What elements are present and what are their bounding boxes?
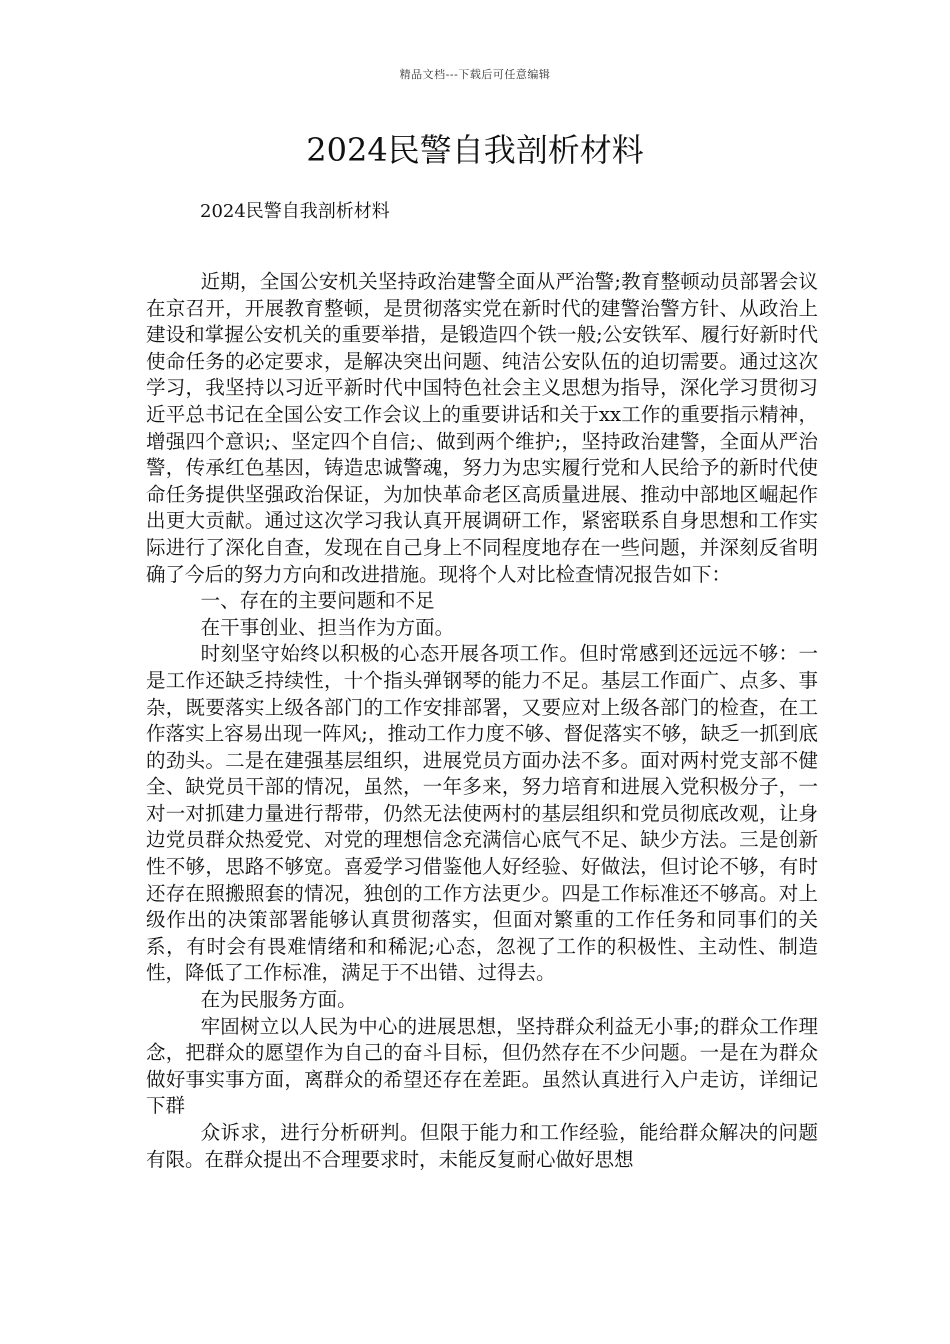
- paragraph-continuation: 众诉求，进行分析研判。但限于能力和工作经验，能给群众解决的问题有限。在群众提出不合理要求时，未能反复耐心做好思想: [146, 1121, 818, 1171]
- paragraph-service-issues: 牢固树立以人民为中心的进展思想，坚持群众利益无小事;的群众工作理念，把群众的愿望作为自己的奋斗目标，但仍然存在不少问题。一是在为群众做好事实事方面，离群众的希望还存在差距。虽然认真进行入户走访，详细记下群: [146, 1014, 818, 1118]
- paragraph-work-issues: 时刻坚守始终以积极的心态开展各项工作。但时常感到还远远不够：一是工作还缺乏持续性，十个指头弹钢琴的能力不足。基层工作面广、点多、事杂，既要落实上级各部门的工作安排部署，又要应对上级各部门的检查，在工作落实上容易出现一阵风;，推动工作力度不够、督促落实不够，缺乏一抓到底的劲头。二是在建强基层组织，进展党员方面办法不多。面对两村党支部不健全、缺党员干部的情况，虽然，一年多来，努力培育和进展入党积极分子，一对一对抓建力量进行帮带，仍然无法使两村的基层组织和党员彻底改观，让身边党员群众热爱党、对党的理想信念充满信心底气不足、缺少方法。三是创新性不够，思路不够宽。喜爱学习借鉴他人好经验、好做法，但讨论不够，有时还存在照搬照套的情况，独创的工作方法更少。四是工作标准还不够高。对上级作出的决策部署能够认真贯彻落实，但面对繁重的工作任务和同事们的关系，有时会有畏难情绪和和稀泥;心态，忽视了工作的积极性、主动性、制造性，降低了工作标准，满足于不出错、过得去。: [146, 642, 818, 985]
- section-heading: 一、存在的主要问题和不足: [200, 589, 435, 613]
- paragraph-intro: 近期，全国公安机关坚持政治建警全面从严治警;教育整顿动员部署会议在京召开，开展教育整顿，是贯彻落实党在新时代的建警治警方针、从政治上建设和掌握公安机关的重要举措，是锻造四个铁一般;公安铁军、履行好新时代使命任务的必定要求，是解决突出问题、纯洁公安队伍的迫切需要。通过这次学习，我坚持以习近平新时代中国特色社会主义思想为指导，深化学习贯彻习近平总书记在全国公安工作会议上的重要讲话和关于xx工作的重要指示精神，增强四个意识;、坚定四个自信;、做到两个维护;，坚持政治建警，全面从严治警，传承红色基因，铸造忠诚警魂，努力为忠实履行党和人民给予的新时代使命任务提供坚强政治保证，为加快革命老区高质量进展、推动中部地区崛起作出更大贡献。通过这次学习我认真开展调研工作，紧密联系自身思想和工作实际进行了深化自查，发现在自己身上不同程度地存在一些问题，并深刻反省明确了今后的努力方向和改进措施。现将个人对比检查情况报告如下：: [146, 270, 818, 586]
- document-title: 2024民警自我剖析材料: [306, 131, 644, 169]
- header-note: 精品文档---下载后可任意编辑: [399, 68, 551, 81]
- document-subtitle: 2024民警自我剖析材料: [200, 201, 390, 222]
- subsection-heading: 在干事创业、担当作为方面。: [200, 615, 455, 639]
- subsection-heading: 在为民服务方面。: [200, 988, 357, 1012]
- document-body: [146, 269, 818, 1173]
